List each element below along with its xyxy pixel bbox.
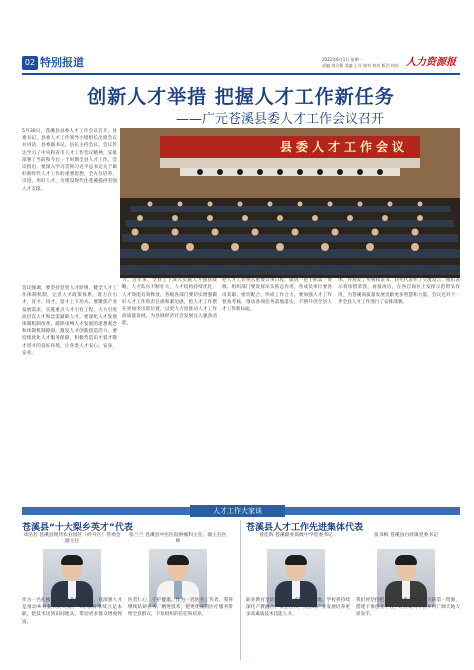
person-caption: 曾佳辉 苍溪职业高级中学党委书记 <box>259 533 333 538</box>
newspaper-logo: 人力资源报 <box>406 57 456 68</box>
panel-divider <box>240 520 241 660</box>
body-column-3: 会议要求，各级党委（党组）要切实履行主体责任，把人才工作纳入重要议事日程，做到一把手抓第一资源。组织部门要发挥牵头抓总作用，各成员单位要各司其职、密切配合，形成工作合力。要加强人才工作督查考核，推动各项任务落地落实，不断开创全县人才工作新局面。 <box>222 271 332 313</box>
masthead <box>22 56 460 72</box>
article-title: 创新人才举措 把握人才工作新任务 <box>87 86 395 108</box>
meeting-banner-text: 县委人才工作会议 <box>280 140 409 154</box>
body-column-2: 会议指出，人才是第一资源，创新是第一动力。近年来，全县上下深入实施人才强县战略，人才队伍不断壮大，人才结构持续优化，人才效能有效释放。各级各部门要切实增强做好人才工作的责任感和紧迫感，把人才工作摆在更加突出的位置，以更大力度推动人才工作高质量发展，为县域经济社会发展注入强劲动能。 <box>122 271 217 327</box>
person-caption: 张书梅 苍溪县白驿镇党委书记 <box>374 533 438 538</box>
header-rule <box>22 73 460 75</box>
person-card <box>356 533 456 607</box>
panel-heading-collectives: 苍溪县人才工作先进集体代表 <box>246 523 364 533</box>
page-number: 02 <box>22 56 38 70</box>
panel-text: 职业教育是培养技能人才的重要阵地。学校将持续深化产教融合、校企合作，为县域产业发展培养更多高素质技术技能人才。 <box>246 598 350 618</box>
body-column-1: 会议强调，要坚持党管人才原则，健全人才工作体制机制，完善人才政策体系，着力在引才、育才、用才、留才上下功夫。要聚焦产业发展需求，实施重点人才引育工程，大力引进高层次人才和急需紧缺人才。要深化人才发展体制机制改革，破除束缚人才发展的思想观念和体制机制障碍，激发人才创新创造活力。要持续优化人才服务保障，积极营造识才爱才敬才用才的良好环境，让各类人才安心、安身、安业。 <box>22 286 117 356</box>
panel-heading-talents: 苍溪县“十大梨乡英才”代表 <box>22 523 133 533</box>
section-band-label: 人才工作大家谈 <box>190 505 285 517</box>
panel-text: 我们将坚持把人才作为推动乡村振兴的第一资源，搭建干事创业平台，让各类人才在乡村广阔天地大显身手。 <box>356 598 460 618</box>
section-label: 特别报道 <box>40 56 84 69</box>
person-card <box>22 533 122 607</box>
lead-paragraph: 5月30日，苍溪县县委人才工作会议召开。县委书记、县委人才工作领导小组组长出席会议并讲话，县委副书记、县长主持会议。会议传达学习了中央和省市人才工作会议精神，安排部署了当前和今后一个时期全县人才工作。会议指出，要深入学习贯彻习近平总书记关于做好新时代人才工作的重要思想，全方位培养、引进、用好人才，为建设现代化苍溪提供坚强人才支撑。 <box>22 129 117 192</box>
panel-text: 作为一名扎根基层的农业技术人员，我深感人才是推动乡村振兴的关键。今后我将继续立足本职，把技术送到田间地头，带动更多群众增收致富。 <box>22 598 122 625</box>
person-card <box>246 533 346 607</box>
body-column-4: 会议表彰了苍溪县第一届“十大梨乡英才”和人才工作先进集体，并颁发了奖牌和证书。获奖代表作了交流发言，他们表示将珍惜荣誉、再接再厉，在各自岗位上发挥示范带头作用，为苍溪高质量发展贡献更多智慧和力量。会议还对下一步全县人才工作进行了安排部署。 <box>338 271 460 305</box>
person-caption: 邓浩若 苍溪县现代农业园区（经开区）管委会副主任 <box>23 533 121 544</box>
panel-text: 医者仁心，守护健康。作为一名医务工作者，我将继续钻研业务、精进技术，把更优质的医疗服务带给全县群众，不负组织的信任和培养。 <box>128 598 233 618</box>
person-caption: 张兰兰 苍溪县中医医院肿瘤科主任、副主任医师 <box>129 533 227 544</box>
meeting-photo <box>120 128 460 278</box>
editor-credits: 责编 刘立新 美编 王丹 校对 何庆 版式 何庆 <box>322 63 399 68</box>
issue-date: 2022年6月1日 星期一 <box>322 57 363 62</box>
article-subtitle: ——广元苍溪县委人才工作会议召开 <box>175 112 384 127</box>
person-card <box>128 533 228 607</box>
